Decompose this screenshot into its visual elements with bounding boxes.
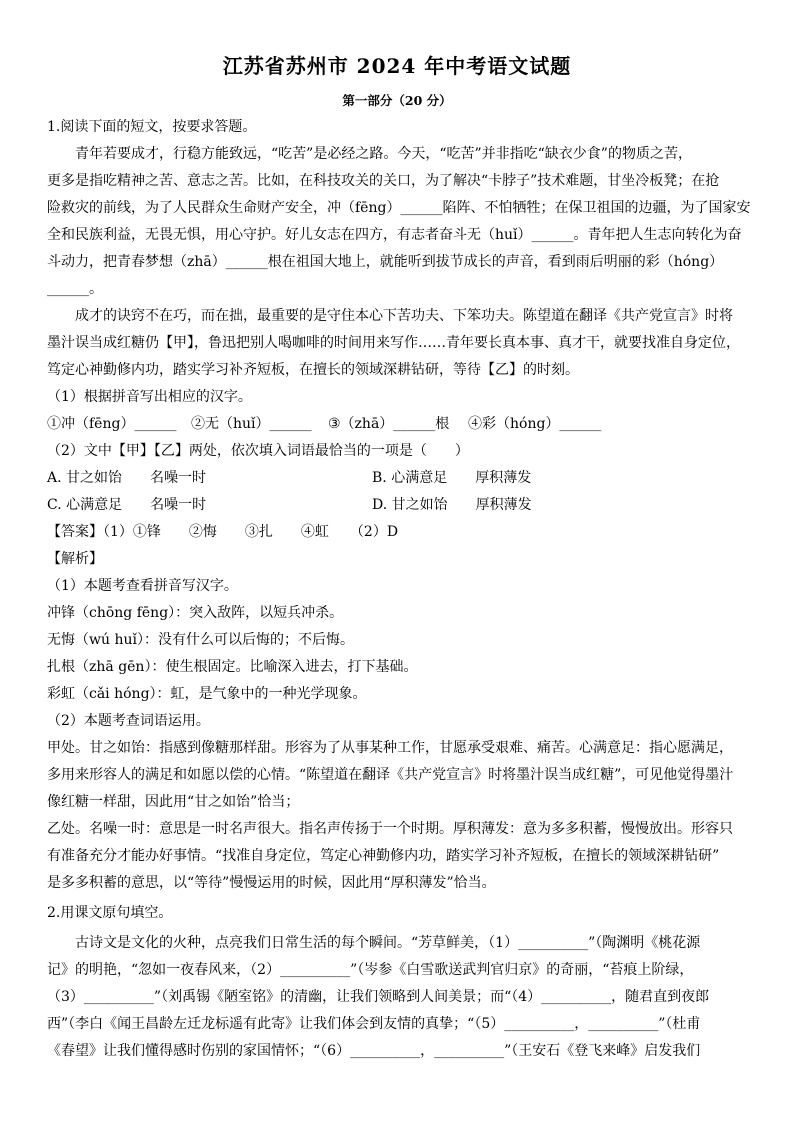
analysis-line: 有准备充分才能办好事情。“找准自身定位，笃定心神勤修内功，踏实学习补齐短板，在擅长的领域深耕钻研” [47, 848, 720, 864]
analysis-line: 彩虹（cǎi hóng）：虹，是气象中的一种光学现象。 [47, 686, 367, 702]
fill-item: ①冲（fēng）______ [47, 416, 177, 432]
passage-line: 更多是指吃精神之苦、意志之苦。比如，在科技攻关的关口，为了解决“卡脖子”技术难题，甘坐冷板凳；在抢 [47, 173, 720, 189]
option-d: D. 甘之如饴 厚积薄发 [372, 497, 532, 513]
passage-line: 险救灾的前线，为了人民群众生命财产安全，冲（fēng）______陷阵、不怕牺牲；在保卫祖国的边疆，为了国家安 [47, 200, 751, 216]
passage-line: 笃定心神勤修内功，踏实学习补齐短板，在擅长的领域深耕钻研，等待【乙】的时刻。 [47, 362, 579, 378]
question-1-heading: 1.阅读下面的短文，按要求答题。 [47, 119, 257, 135]
analysis-line: 乙处。名噪一时：意思是一时名声很大。指名声传扬于一个时期。厚积薄发：意为多多积蓄，慢慢放出。形容只 [47, 821, 733, 837]
question-2-heading: 2.用课文原句填空。 [47, 905, 173, 921]
analysis-line: 是多多积蓄的意思，以“等待”慢慢运用的时候，因此用“厚积薄发”恰当。 [47, 875, 496, 891]
passage-line: ______。 [47, 281, 103, 297]
sub-question-1: （1）根据拼音写出相应的汉字。 [47, 389, 252, 405]
option-a: A. 甘之如饴 名噪一时 [47, 470, 207, 486]
passage-line: 全和民族利益，无畏无惧，用心守护。好儿女志在四方，有志者奋斗无（huǐ）______。青年把人生志向转化为奋 [47, 227, 742, 243]
passage-line: 记》的明艳，“忽如一夜春风来，（2）__________”（岑参《白雪歌送武判官归京》的奇丽，“苔痕上阶绿， [47, 962, 694, 978]
analysis-line: 甲处。甘之如饴：指感到像糖那样甜。形容为了从事某种工作，甘愿承受艰难、痛苦。心满意足：指心愿满足， [47, 740, 733, 756]
analysis-line: （2）本题考查词语运用。 [47, 713, 210, 729]
analysis-line: 扎根（zhā gēn）：使生根固定。比喻深入进去，打下基础。 [47, 659, 418, 675]
answer-line: 【答案】（1）①锋 ②悔 ③扎 ④虹 （2）D [47, 524, 399, 540]
passage-line: 墨汁误当成红糖仍【甲】，鲁迅把别人喝咖啡的时间用来写作……青年要长真本事、真才干，就要找准自身定位， [47, 335, 740, 351]
analysis-line: 多用来形容人的满足和如愿以偿的心情。“陈望道在翻译《共产党宣言》时将墨汁误当成红糖”，可见他觉得墨汁 [47, 767, 734, 783]
option-c: C. 心满意足 名噪一时 [47, 497, 207, 513]
passage-line: 青年若要成才，行稳方能致远，“吃苦”是必经之路。今天，“吃苦”并非指吃“缺衣少食”的物质之苦， [75, 146, 692, 162]
passage-line: 成才的诀窍不在巧，而在拙，最重要的是守住本心下苦功夫、下笨功夫。陈望道在翻译《共产党宣言》时将 [75, 308, 733, 324]
fill-item: ③（zhā）______根 [328, 416, 450, 432]
fill-item: ④彩（hóng）______ [468, 416, 602, 432]
analysis-line: 冲锋（chōng fēng）：突入敌阵，以短兵冲杀。 [47, 605, 344, 621]
section-heading: 第一部分（20 分） [342, 93, 452, 108]
passage-line: 《春望》让我们懂得感时伤别的家国情怀；“（6）__________，__________”（王安石《登飞来峰》启发我们 [47, 1043, 701, 1059]
analysis-line: 无悔（wú huǐ）：没有什么可以后悔的；不后悔。 [47, 632, 354, 648]
analysis-label: 【解析】 [47, 551, 103, 567]
option-b: B. 心满意足 厚积薄发 [372, 470, 532, 486]
analysis-line: 像红糖一样甜，因此用“甘之如饴”恰当； [47, 794, 300, 810]
analysis-line: （1）本题考查看拼音写汉字。 [47, 578, 238, 594]
fill-item: ②无（huǐ）______ [191, 416, 312, 432]
sub-question-2: （2）文中【甲】【乙】两处，依次填入词语最恰当的一项是（ ） [47, 443, 469, 459]
passage-line: 西”（李白《闻王昌龄左迁龙标遥有此寄》让我们体会到友情的真挚；“（5）__________，__________”（杜甫 [47, 1016, 701, 1032]
passage-line: （3）__________”（刘禹锡《陋室铭》的清幽，让我们领略到人间美景；而“（4）__________，随君直到夜郎 [47, 989, 710, 1005]
passage-line: 斗动力，把青春梦想（zhā）______根在祖国大地上，就能听到拔节成长的声音，看到雨后明丽的彩（hóng） [47, 254, 724, 270]
page-title: 江苏省苏州市 2024 年中考语文试题 [222, 54, 572, 78]
passage-line: 古诗文是文化的火种，点亮我们日常生活的每个瞬间。“芳草鲜美，（1）__________”（陶渊明《桃花源 [75, 935, 701, 951]
